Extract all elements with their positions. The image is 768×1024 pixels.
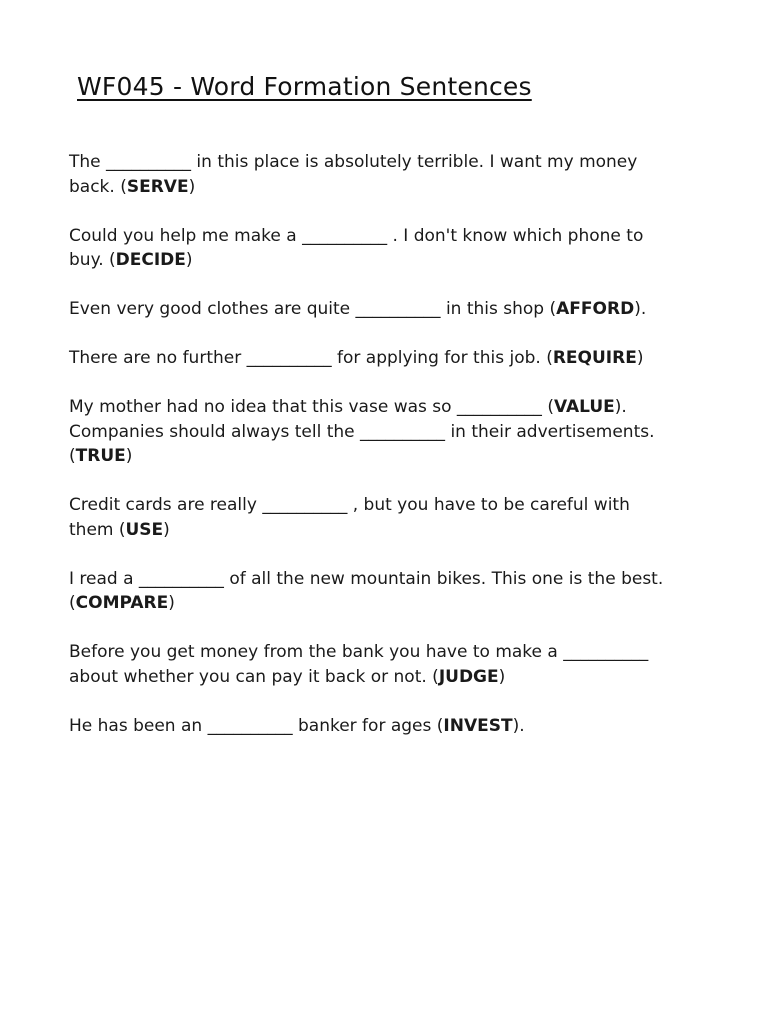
root-word: INVEST — [443, 715, 513, 736]
sentence-text: buy. ( — [69, 250, 116, 270]
sentence-item — [69, 395, 729, 420]
sentence-text: ). — [634, 299, 647, 319]
sentence-item — [69, 346, 729, 371]
sentence-text: He has been an __________ banker for ages ( — [69, 715, 444, 736]
sentence-text: The __________ in this place is absolutely terrible. I want my money — [69, 152, 638, 172]
sentence-line — [69, 420, 729, 445]
sentence-line — [69, 518, 729, 543]
sentence-text: ( — [69, 446, 76, 466]
sentence-line — [69, 346, 729, 371]
root-word: DECIDE — [115, 250, 186, 270]
sentence-item — [69, 224, 729, 273]
sentence-line — [69, 665, 729, 690]
sentence-line — [69, 150, 729, 175]
sentence-line — [69, 395, 729, 420]
root-word: SERVE — [126, 176, 189, 197]
sentence-line — [69, 640, 729, 665]
sentence-item — [69, 493, 729, 542]
root-word: JUDGE — [438, 666, 499, 687]
sentence-text: ) — [498, 666, 506, 687]
sentence-text: My mother had no idea that this vase was so __________ ( — [69, 397, 554, 417]
root-word: TRUE — [75, 446, 126, 466]
sentence-line — [69, 175, 729, 200]
sentence-text: ). — [512, 715, 525, 736]
sentence-line — [69, 493, 729, 518]
worksheet-title: WF045 - Word Formation Sentences — [77, 72, 532, 101]
root-word: COMPARE — [75, 593, 169, 613]
sentence-text: Companies should always tell the __________ in their advertisements. — [69, 421, 655, 442]
sentence-text: them ( — [69, 519, 126, 540]
sentence-text: ) — [163, 519, 170, 540]
sentence-line — [69, 444, 729, 469]
sentence-item — [69, 297, 729, 322]
sentence-text: Credit cards are really __________ , but you have to be careful with — [69, 495, 630, 515]
sentence-text: ) — [636, 348, 644, 368]
sentence-item — [69, 567, 729, 616]
root-word: VALUE — [553, 397, 615, 417]
sentence-line — [69, 224, 729, 249]
sentence-text: ). — [614, 397, 627, 417]
root-word: AFFORD — [556, 299, 635, 319]
sentence-text: There are no further __________ for applying for this job. ( — [69, 348, 553, 368]
sentence-text: ) — [188, 176, 196, 197]
sentence-line — [69, 714, 729, 739]
sentence-text: about whether you can pay it back or not. ( — [69, 666, 439, 687]
sentence-text: ( — [69, 593, 76, 613]
root-word: REQUIRE — [552, 348, 637, 368]
sentence-text: back. ( — [69, 176, 127, 197]
root-word: USE — [125, 519, 164, 540]
sentence-item — [69, 640, 729, 689]
sentence-list — [69, 150, 729, 763]
sentence-item — [69, 150, 729, 199]
sentence-line — [69, 297, 729, 322]
sentence-text: ) — [185, 250, 193, 270]
sentence-item — [69, 420, 729, 469]
sentence-line — [69, 567, 729, 592]
sentence-line — [69, 591, 729, 616]
sentence-item — [69, 714, 729, 739]
sentence-text: Could you help me make a __________ . I don't know which phone to — [69, 225, 644, 246]
sentence-text: Before you get money from the bank you have to make a __________ — [69, 642, 649, 662]
sentence-text: I read a __________ of all the new mountain bikes. This one is the best. — [69, 568, 664, 589]
sentence-text: Even very good clothes are quite __________ in this shop ( — [69, 299, 557, 319]
sentence-text: ) — [168, 593, 175, 613]
sentence-text: ) — [125, 446, 133, 466]
sentence-line — [69, 248, 729, 273]
